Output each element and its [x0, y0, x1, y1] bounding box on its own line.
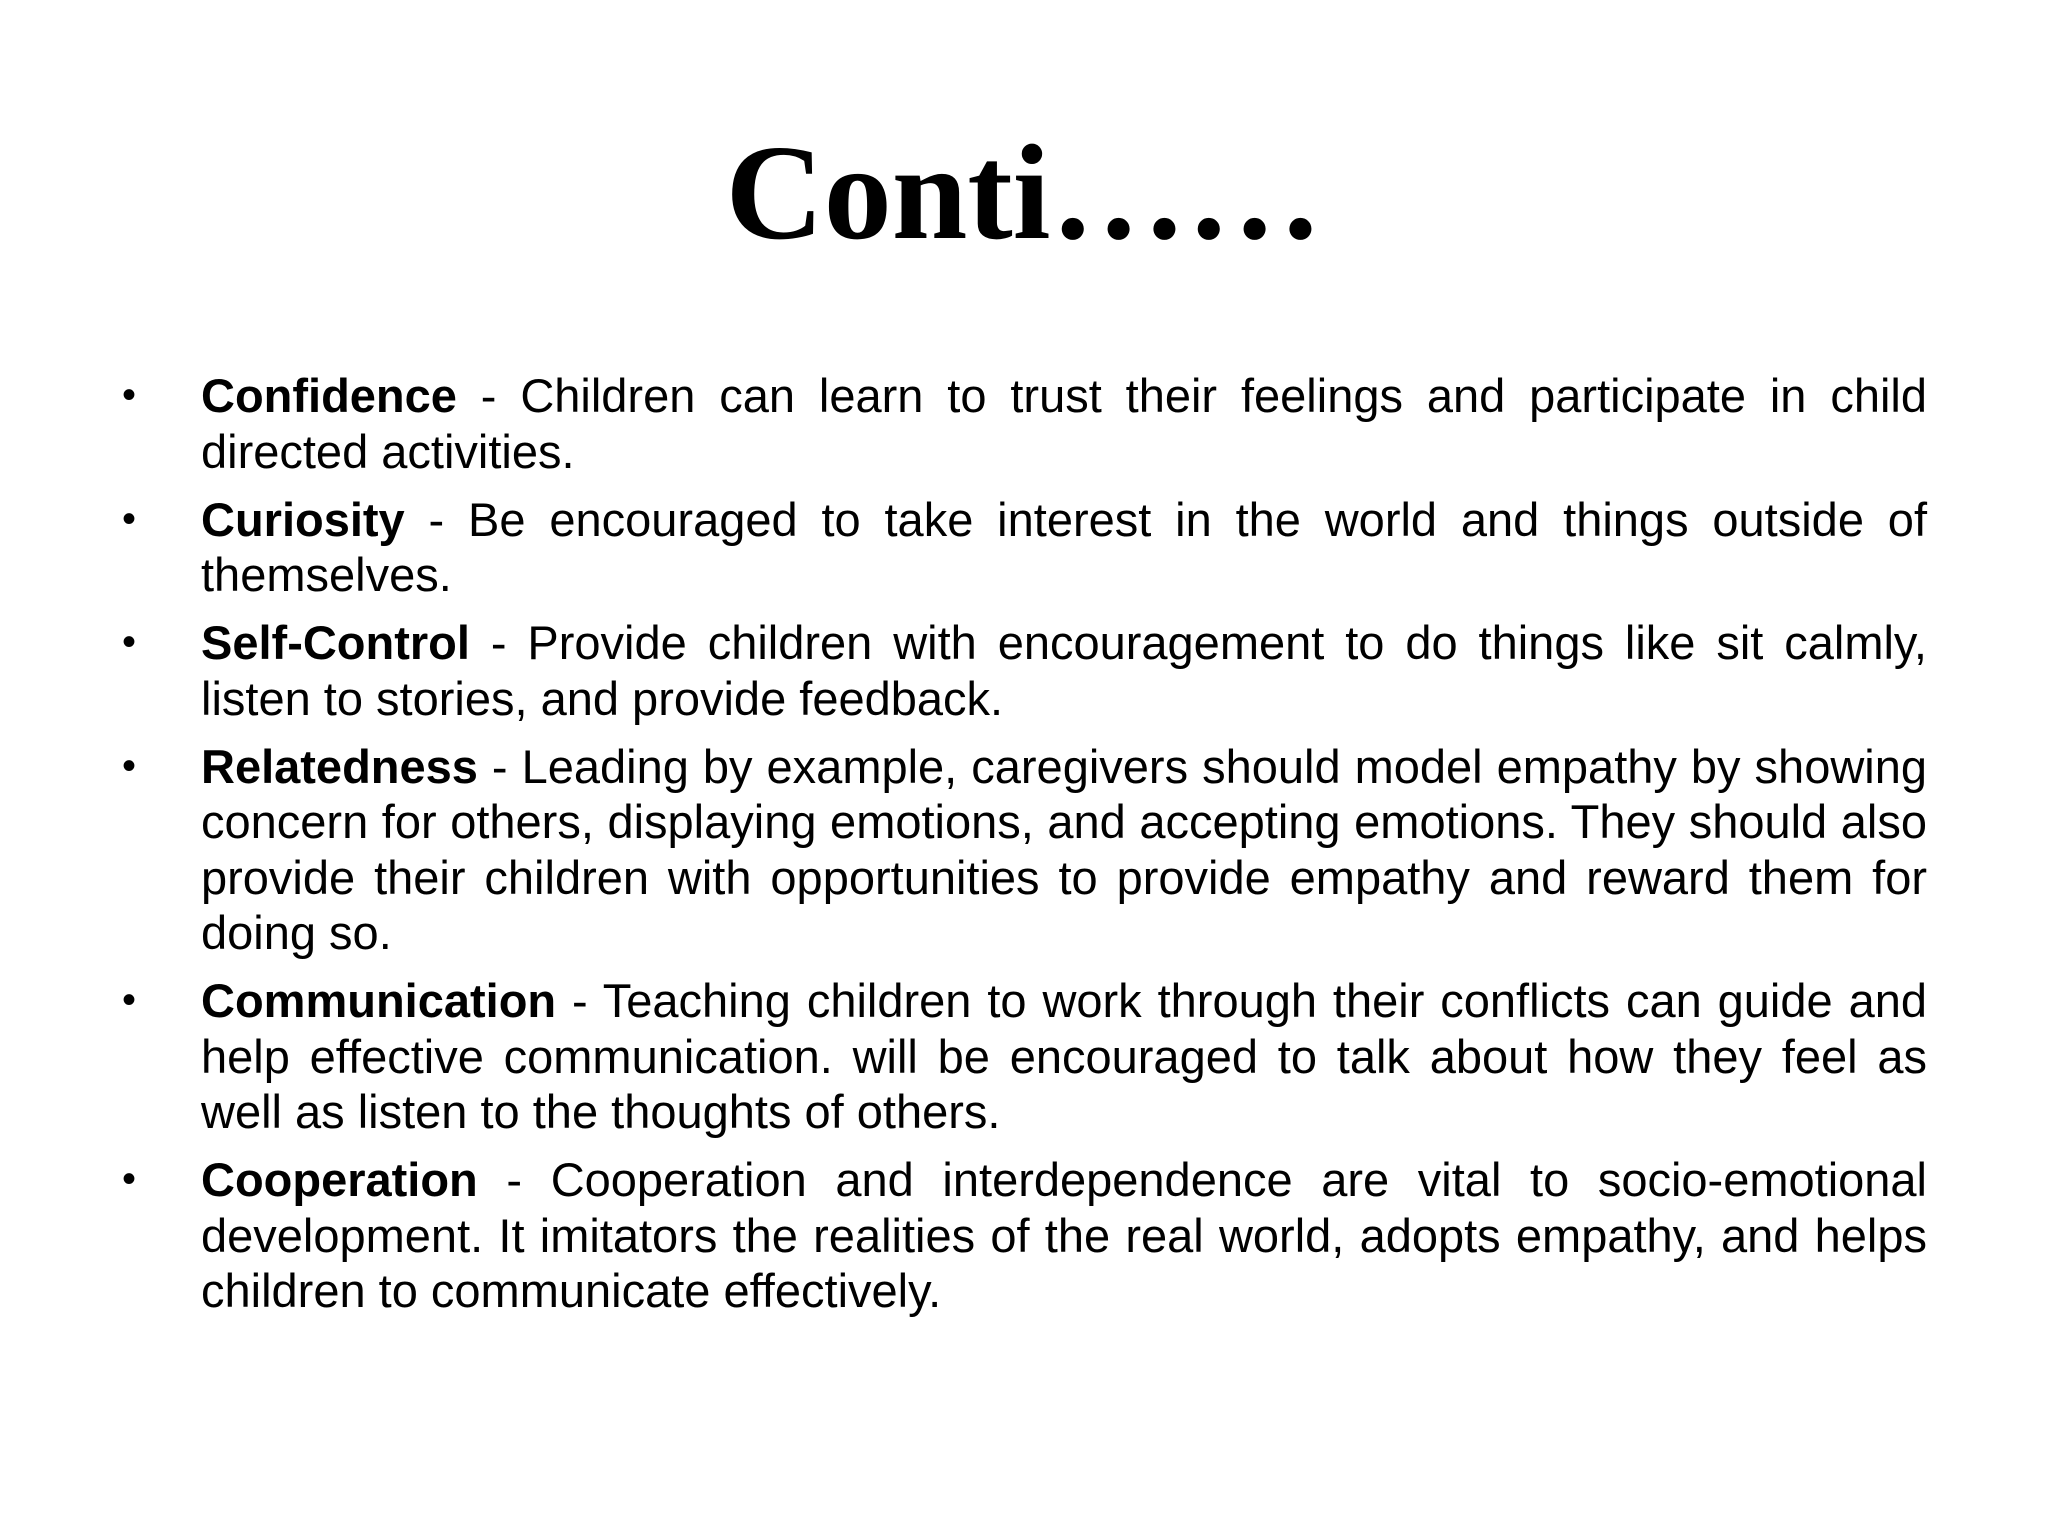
- bullet-text: - Be encouraged to take interest in the world and things outside of themselves.: [201, 492, 1927, 601]
- bullet-item-relatedness: [122, 739, 1927, 961]
- bullet-term: Curiosity: [201, 492, 405, 546]
- bullet-text: - Provide children with encouragement to do things like sit calmly, listen to stories, and provide feedback.: [201, 616, 1927, 725]
- bullet-icon: •: [122, 978, 137, 1022]
- bullet-text: - Children can learn to trust their feelings and participate in child directed activities.: [201, 369, 1927, 478]
- bullet-icon: •: [122, 373, 137, 417]
- bullet-item-self-control: [122, 615, 1927, 726]
- bullet-text: - Leading by example, caregivers should model empathy by showing concern for others, displaying emotions, and accepting emotions. They should also provide their children with opportunities to provide empathy and reward them for doing so.: [201, 739, 1927, 959]
- bullet-term: Confidence: [201, 369, 457, 422]
- bullet-icon: •: [122, 743, 137, 788]
- bullet-icon: •: [122, 620, 137, 664]
- bullet-icon: •: [122, 1157, 137, 1201]
- bullet-item-confidence: [122, 368, 1927, 479]
- bullet-list: [0, 368, 2048, 1331]
- bullet-item-curiosity: [122, 492, 1927, 603]
- bullet-term: Communication: [201, 974, 557, 1027]
- bullet-term: Relatedness: [201, 739, 478, 793]
- bullet-item-communication: [122, 973, 1927, 1140]
- slide-title: Conti……: [725, 118, 1323, 268]
- bullet-text: - Teaching children to work through their conflicts can guide and help effective communication. will be encouraged to talk about how they feel as well as listen to the thoughts of others.: [201, 974, 1927, 1138]
- bullet-icon: •: [122, 496, 137, 541]
- bullet-item-cooperation: [122, 1152, 1927, 1319]
- bullet-term: Self-Control: [201, 616, 470, 669]
- bullet-text: - Cooperation and interdependence are vital to socio-emotional development. It imitators the realities of the real world, adopts empathy, and helps children to communicate effectively.: [201, 1153, 1927, 1317]
- bullet-term: Cooperation: [201, 1153, 478, 1206]
